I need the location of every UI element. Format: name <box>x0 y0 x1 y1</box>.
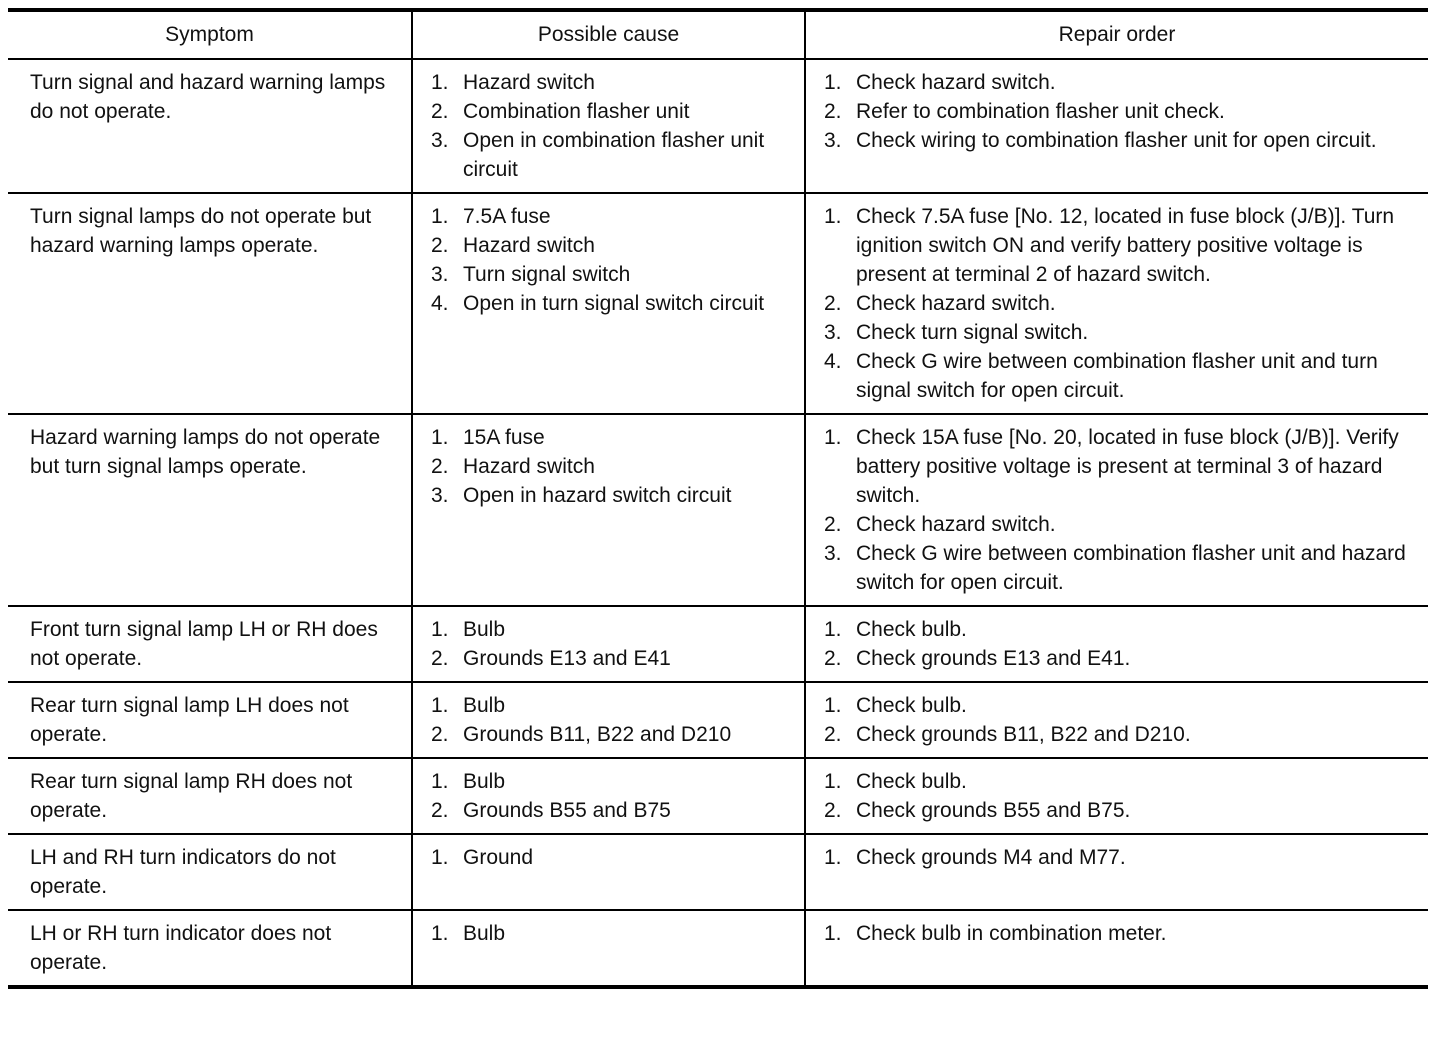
item-text: Check bulb. <box>856 770 967 793</box>
item-number: 4. <box>431 292 449 315</box>
repair-item <box>824 919 1418 948</box>
item-number: 2. <box>824 647 842 670</box>
cause-item <box>431 691 794 720</box>
table-row <box>8 834 1428 910</box>
item-text: Check bulb. <box>856 618 967 641</box>
repair-item <box>824 423 1418 510</box>
item-text: Check hazard switch. <box>856 71 1056 94</box>
item-text: Check grounds E13 and E41. <box>856 647 1131 670</box>
repair-item <box>824 318 1418 347</box>
repair-list <box>824 423 1418 597</box>
troubleshooting-sheet <box>8 8 1428 989</box>
item-text: Combination flasher unit <box>463 100 690 123</box>
cause-item <box>431 423 794 452</box>
item-text: Grounds E13 and E41 <box>463 647 671 670</box>
cause-item <box>431 452 794 481</box>
repair-item <box>824 644 1418 673</box>
item-number: 1. <box>431 205 449 228</box>
item-text: Bulb <box>463 694 506 717</box>
repair-item <box>824 126 1418 155</box>
cause-item <box>431 97 794 126</box>
repair-item <box>824 691 1418 720</box>
item-text: Check 15A fuse [No. 20, located in fuse block (J/B)]. Verify battery positive voltage is present at terminal 3 of hazard switch. <box>856 426 1399 507</box>
item-text: Check wiring to combination flasher unit for open circuit. <box>856 129 1377 152</box>
troubleshooting-table <box>8 8 1428 989</box>
symptom-cell: Turn signal lamps do not operate but hazard warning lamps operate. <box>30 205 372 257</box>
header-symptom: Symptom <box>165 23 254 46</box>
header-row <box>8 10 1428 59</box>
cause-item <box>431 767 794 796</box>
item-text: Check grounds B55 and B75. <box>856 799 1131 822</box>
item-number: 1. <box>824 618 842 641</box>
cause-item <box>431 231 794 260</box>
possible-cause-cell <box>412 910 805 987</box>
header-repair-order: Repair order <box>805 10 1428 59</box>
symptom-cell: Rear turn signal lamp LH does not operate. <box>30 694 349 746</box>
item-text: Check grounds M4 and M77. <box>856 846 1126 869</box>
table-row <box>8 414 1428 606</box>
table-row <box>8 606 1428 682</box>
cause-item <box>431 615 794 644</box>
repair-item <box>824 289 1418 318</box>
item-text: Check G wire between combination flasher unit and turn signal switch for open circuit. <box>856 350 1378 402</box>
item-text: Grounds B11, B22 and D210 <box>463 723 732 746</box>
item-number: 3. <box>431 263 449 286</box>
item-number: 3. <box>824 321 842 344</box>
item-text: Bulb <box>463 618 506 641</box>
cause-list <box>431 68 794 184</box>
possible-cause-cell <box>412 682 805 758</box>
item-number: 2. <box>431 100 449 123</box>
cause-list <box>431 843 794 872</box>
item-number: 4. <box>824 350 842 373</box>
table-header <box>8 10 1428 59</box>
item-text: Check hazard switch. <box>856 292 1056 315</box>
symptom-cell: Rear turn signal lamp RH does not operate. <box>30 770 353 822</box>
item-number: 1. <box>824 846 842 869</box>
item-number: 3. <box>431 129 449 152</box>
item-text: Ground <box>463 846 534 869</box>
possible-cause-cell <box>412 59 805 193</box>
repair-list <box>824 919 1418 948</box>
repair-order-cell <box>805 834 1428 910</box>
cause-item <box>431 481 794 510</box>
repair-order-cell <box>805 414 1428 606</box>
item-number: 2. <box>824 723 842 746</box>
item-number: 2. <box>431 455 449 478</box>
item-text: Open in combination flasher unit circuit <box>463 129 765 181</box>
item-number: 1. <box>431 426 449 449</box>
cause-item <box>431 289 794 318</box>
item-number: 2. <box>824 292 842 315</box>
header-possible-cause: Possible cause <box>412 10 805 59</box>
cause-item <box>431 843 794 872</box>
item-number: 3. <box>431 484 449 507</box>
repair-list <box>824 202 1418 405</box>
item-text: Check bulb in combination meter. <box>856 922 1167 945</box>
table-row <box>8 682 1428 758</box>
cause-list <box>431 691 794 749</box>
item-number: 1. <box>824 205 842 228</box>
repair-list <box>824 843 1418 872</box>
cause-list <box>431 202 794 318</box>
item-number: 1. <box>431 770 449 793</box>
cause-list <box>431 615 794 673</box>
possible-cause-cell <box>412 758 805 834</box>
item-text: Check grounds B11, B22 and D210. <box>856 723 1191 746</box>
item-text: Bulb <box>463 922 506 945</box>
repair-order-cell <box>805 193 1428 414</box>
item-text: Check turn signal switch. <box>856 321 1089 344</box>
cause-item <box>431 919 794 948</box>
repair-item <box>824 796 1418 825</box>
table-row <box>8 59 1428 193</box>
cause-item <box>431 796 794 825</box>
item-text: Hazard switch <box>463 234 595 257</box>
item-text: Open in turn signal switch circuit <box>463 292 765 315</box>
repair-item <box>824 720 1418 749</box>
item-number: 2. <box>431 799 449 822</box>
repair-list <box>824 68 1418 155</box>
repair-item <box>824 510 1418 539</box>
cause-item <box>431 126 794 184</box>
item-number: 3. <box>824 542 842 565</box>
item-number: 1. <box>824 694 842 717</box>
item-text: Open in hazard switch circuit <box>463 484 732 507</box>
repair-item <box>824 202 1418 289</box>
possible-cause-cell <box>412 414 805 606</box>
possible-cause-cell <box>412 606 805 682</box>
cause-item <box>431 720 794 749</box>
cause-item <box>431 202 794 231</box>
item-text: Check G wire between combination flasher unit and hazard switch for open circuit. <box>856 542 1406 594</box>
item-number: 2. <box>431 234 449 257</box>
item-text: 7.5A fuse <box>463 205 551 228</box>
item-text: Bulb <box>463 770 506 793</box>
item-number: 1. <box>431 71 449 94</box>
item-number: 1. <box>824 922 842 945</box>
item-number: 1. <box>431 846 449 869</box>
possible-cause-cell <box>412 834 805 910</box>
repair-order-cell <box>805 682 1428 758</box>
symptom-cell: Hazard warning lamps do not operate but turn signal lamps operate. <box>30 426 381 478</box>
item-number: 2. <box>431 647 449 670</box>
item-number: 3. <box>824 129 842 152</box>
repair-item <box>824 615 1418 644</box>
item-number: 2. <box>431 723 449 746</box>
symptom-cell: Turn signal and hazard warning lamps do not operate. <box>30 71 386 123</box>
cause-item <box>431 260 794 289</box>
cause-list <box>431 919 794 948</box>
table-row <box>8 910 1428 987</box>
symptom-cell: Front turn signal lamp LH or RH does not operate. <box>30 618 378 670</box>
repair-order-cell <box>805 910 1428 987</box>
table-body <box>8 59 1428 987</box>
item-number: 1. <box>824 426 842 449</box>
cause-list <box>431 767 794 825</box>
item-text: Hazard switch <box>463 455 595 478</box>
repair-item <box>824 347 1418 405</box>
item-number: 1. <box>431 618 449 641</box>
repair-item <box>824 767 1418 796</box>
item-number: 1. <box>431 922 449 945</box>
item-text: Grounds B55 and B75 <box>463 799 671 822</box>
item-number: 1. <box>824 770 842 793</box>
cause-item <box>431 644 794 673</box>
item-text: Refer to combination flasher unit check. <box>856 100 1225 123</box>
item-number: 1. <box>431 694 449 717</box>
repair-order-cell <box>805 59 1428 193</box>
item-text: Check 7.5A fuse [No. 12, located in fuse block (J/B)]. Turn ignition switch ON and verify battery positive voltage is present at terminal 2 of hazard switch. <box>856 205 1395 286</box>
symptom-cell: LH and RH turn indicators do not operate. <box>30 846 336 898</box>
item-number: 2. <box>824 100 842 123</box>
item-number: 2. <box>824 799 842 822</box>
item-text: Check hazard switch. <box>856 513 1056 536</box>
table-row <box>8 758 1428 834</box>
item-number: 2. <box>824 513 842 536</box>
repair-list <box>824 767 1418 825</box>
item-number: 1. <box>824 71 842 94</box>
repair-item <box>824 97 1418 126</box>
item-text: Turn signal switch <box>463 263 631 286</box>
repair-order-cell <box>805 606 1428 682</box>
repair-item <box>824 843 1418 872</box>
cause-item <box>431 68 794 97</box>
symptom-cell: LH or RH turn indicator does not operate. <box>30 922 332 974</box>
repair-list <box>824 615 1418 673</box>
repair-order-cell <box>805 758 1428 834</box>
item-text: 15A fuse <box>463 426 545 449</box>
cause-list <box>431 423 794 510</box>
repair-item <box>824 68 1418 97</box>
possible-cause-cell <box>412 193 805 414</box>
repair-item <box>824 539 1418 597</box>
table-row <box>8 193 1428 414</box>
item-text: Check bulb. <box>856 694 967 717</box>
item-text: Hazard switch <box>463 71 595 94</box>
repair-list <box>824 691 1418 749</box>
